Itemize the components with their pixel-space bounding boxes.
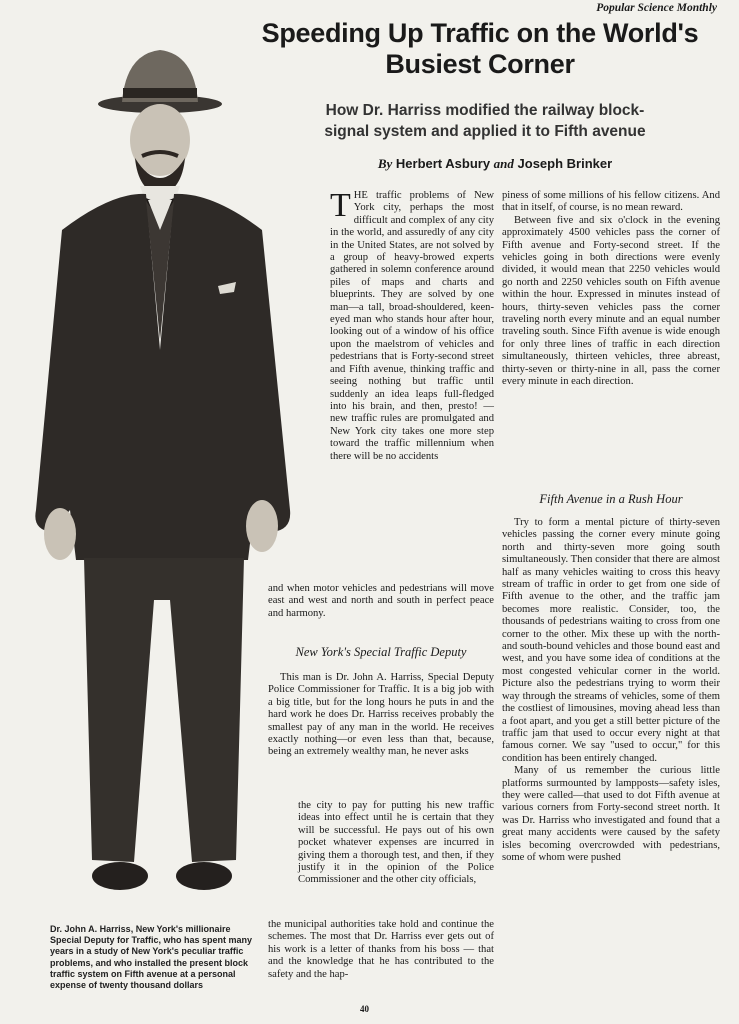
para-deputy-wide-text: This man is Dr. John A. Harriss, Special Deputy Police Commissioner for Traffic. It is a big job with a big title, but for the long hours he puts in and the hard work he does Dr. Harriss receives probably the smallest pay of any man in the world. He receives exactly nothing—or even less than that, because, being an extremely wealthy man, he never asks [268, 672, 494, 758]
byline [330, 156, 660, 172]
byline-by: By [377, 156, 393, 171]
page-number: 40 [360, 1004, 369, 1014]
right-column-bottom [502, 517, 720, 864]
subtitle-line-2: signal system and applied it to Fifth avenue [324, 123, 646, 140]
para-deputy-wide [268, 672, 494, 759]
right-para-3: Try to form a mental picture of thirty-seven vehicles passing the corner every minute going north and thirty-seven more going south simultaneously. Then consider that there are almost half as many vehicles waiting to cross this heavy stream of traffic in order to get from one side of Fifth avenue to the other, and the traffic jam becomes more realistic. Consider, too, the thousands of pedestrians waiting to cross from one corner to the other. Mix these up with the north- and south-bound vehicles and those bound east and west, and you have some idea of conditions at the most congested vehicular corner in the world. Picture also the pedestrians trying to worm their way through the streams of vehicles, some of them the costliest of limousines, moving ahead less than a foot apart, and you get a still better picture of the traffic jam that used to occur every night at that famous corner. We say "used to occur," for this condition has been entirely changed. [502, 517, 720, 764]
right-para-4: Many of us remember the curious little platforms surmounted by lampposts—safety isles, they were called—that used to dot Fifth avenue at various corners from Forty-second street north. It was Dr. Harriss who investigated and found that a great many accidents were caused by the safety isles becoming overcrowded with pedestrians, some of whom were pushed [502, 765, 720, 863]
magazine-name: Popular Science Monthly [596, 2, 717, 14]
title-line-2: Busiest Corner [385, 49, 575, 79]
para-deputy-narrow-text: the city to pay for putting his new traffic ideas into effect until he is certain that they will be successful. He pays out of his own pocket whatever expenses are incurred in giving them a thorough test, and then, if they justify it in the opinion of the Police Commissioner and the other city officials, [298, 800, 494, 886]
subtitle-line-1: How Dr. Harriss modified the railway block- [325, 102, 645, 119]
intro-continuation-text: and when motor vehicles and pedestrians will move east and west and north and south in perfect peace and harmony. [268, 583, 494, 619]
subhead-special-deputy: New York's Special Traffic Deputy [295, 645, 467, 659]
drop-cap: T [330, 187, 351, 224]
intro-continuation [268, 583, 494, 620]
article-intro [330, 187, 494, 463]
right-para-2: Between five and six o'clock in the evening approximately 4500 vehicles pass the corner of Fifth avenue and Forty-second street. If the vehicles going in both directions were evenly divided, it would mean that 2250 vehicles would go north and 2250 vehicles south on Fifth avenue within the hour. Expressed in minutes instead of hours, thirty-seven vehicles pass the corner traveling north every minute and an equal number traveling south. Since Fifth avenue is wide enough for only three lines of traffic in each direction simultaneously, thirteen vehicles, three abreast, thirty-seven or thirty-nine in all, pass the corner every minute in each direction. [502, 214, 720, 388]
para-deputy-bottom-text: the municipal authorities take hold and continue the schemes. The most that Dr. Harriss ever gets out of his work is a letter of thanks from his boss — that and the knowledge that he has contributed to the safety and the hap- [268, 919, 494, 980]
portrait-photo [22, 40, 312, 920]
right-para-1: piness of some millions of his fellow citizens. And that in itself, of course, is no mean reward. [502, 190, 720, 214]
byline-author-2: Joseph Brinker [517, 156, 613, 171]
para-deputy-bottom [268, 919, 494, 981]
para-deputy-narrow [298, 800, 494, 887]
right-column-top [502, 190, 720, 389]
article-subtitle [285, 100, 685, 142]
byline-and: and [493, 156, 514, 171]
subhead-rush-hour: Fifth Avenue in a Rush Hour [539, 492, 683, 506]
intro-text: HE traffic problems of New York city, perhaps the most difficult and complex of any city in the world, and assuredly of any city in the United States, are not solved by a group of heavy-browed experts gathered in solemn conference around piles of maps and charts and blueprints. They are solved by one man—a tall, broad-shouldered, keen-eyed man who stands hour after hour, looking out of a window of his office upon the maelstrom of vehicles and pedestrians that is Forty-second street and Fifth avenue, thinking traffic and seeing nothing but traffic until suddenly an idea leaps full-fledged into his brain, and then, presto! — new traffic rules are promulgated and New York city takes one more step toward the traffic millennium when there will be no accidents [330, 190, 494, 462]
photo-caption: Dr. John A. Harriss, New York's millionaire Special Deputy for Traffic, who has spent many years in a study of New York's peculiar traffic problems, and who installed the present block traffic system on Fifth avenue at a personal expense of twenty thousand dollars [50, 924, 253, 991]
title-line-1: Speeding Up Traffic on the World's [261, 18, 699, 48]
byline-author-1: Herbert Asbury [395, 156, 491, 171]
